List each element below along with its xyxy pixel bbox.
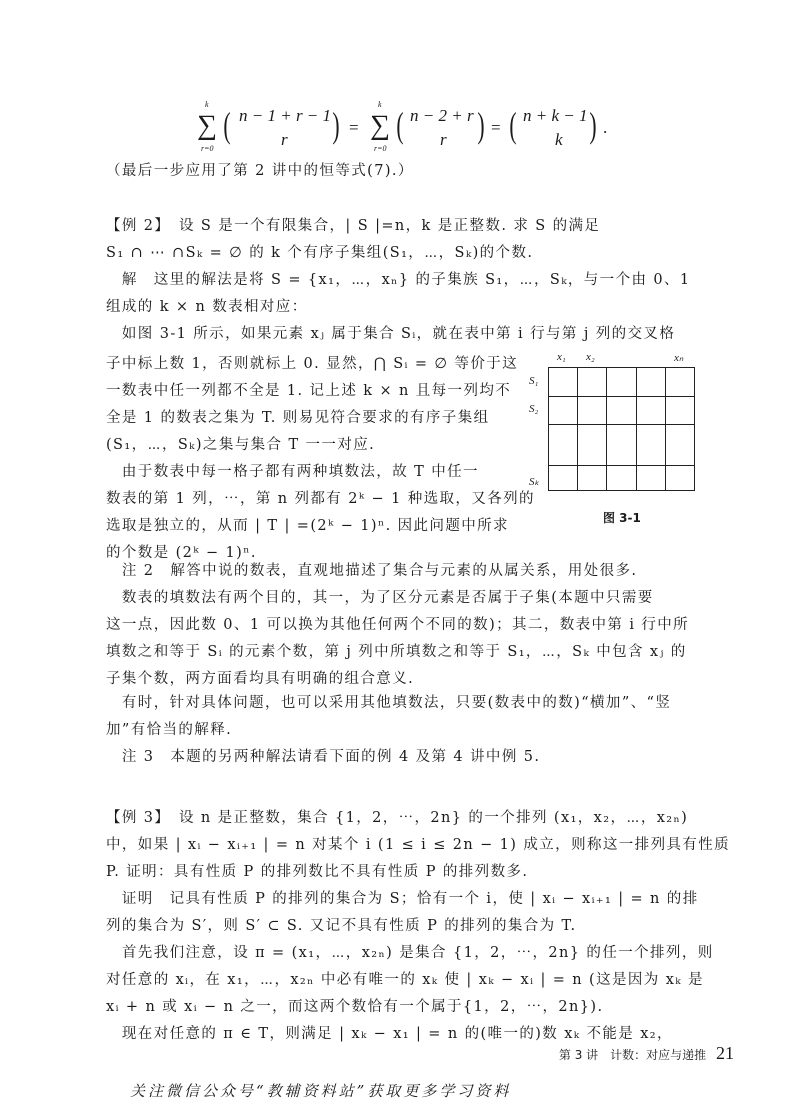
lower-limit-1: r=0: [201, 144, 214, 153]
grid-line: [549, 424, 694, 425]
equals-2: =: [491, 118, 501, 137]
right-paren: ): [332, 105, 340, 145]
upper-limit-1: k: [205, 100, 209, 109]
example-2-heading: 【例 2】 设 S 是一个有限集合，| S |=n，k 是正整数. 求 S 的满足: [106, 218, 601, 234]
term2-bottom: r: [440, 130, 447, 149]
text-line: 填数之和等于 Sᵢ 的元素个数，第 j 列中所填数之和等于 S₁，⋯，Sₖ 中包含 xⱼ 的: [106, 644, 687, 660]
term3-bottom: k: [555, 130, 563, 149]
left-paren: (: [396, 105, 404, 145]
period: .: [603, 118, 608, 137]
text-line: 全是 1 的数表之集为 T. 则易见符合要求的有序子集组: [106, 410, 490, 426]
text-line: 的个数是 (2ᵏ − 1)ⁿ.: [106, 545, 257, 561]
solution-line: 解 这里的解法是将 S = {x₁，⋯，xₙ} 的子集族 S₁，⋯，Sₖ，与一个由 0、1: [106, 272, 691, 288]
text-line: 首先我们注意，设 π = (x₁，⋯，x₂ₙ) 是集合 {1，2，⋯，2n} 的任一个排列，则: [106, 945, 714, 961]
text-line: 选取是独立的，从而 | T | =(2ᵏ − 1)ⁿ. 因此问题中所求: [106, 518, 509, 534]
term3-top: n + k − 1: [523, 106, 588, 125]
text-line: xᵢ + n 或 xᵢ − n 之一，而这两个数恰有一个属于{1，2，⋯，2n}).: [106, 999, 604, 1015]
note-2-line: 注 2 解答中说的数表，直观地描述了集合与元素的从属关系，用处很多.: [106, 563, 638, 579]
row-label-sk: Sₖ: [529, 476, 540, 488]
upper-limit-2: k: [378, 100, 382, 109]
note-3-line: 注 3 本题的另两种解法请看下面的例 4 及第 4 讲中例 5.: [106, 749, 541, 765]
right-paren: ): [477, 105, 485, 145]
left-paren: (: [223, 105, 231, 145]
page-footer: [559, 1043, 734, 1064]
matrix-grid: [548, 367, 695, 491]
watermark-text: 关注微信公众号“教辅资料站”获取更多学习资料: [130, 1082, 512, 1100]
term2-top: n − 2 + r: [410, 106, 474, 125]
right-paren: ): [589, 105, 597, 145]
equals-1: =: [349, 118, 359, 137]
example-3-heading: 【例 3】 设 n 是正整数，集合 {1，2，⋯，2n} 的一个排列 (x₁，x₂，⋯，x₂ₙ): [106, 810, 689, 826]
text-line: 加”有恰当的解释.: [106, 722, 233, 738]
col-label-xn: xₙ: [674, 352, 684, 364]
figure-3-1: [529, 345, 700, 535]
grid-line: [665, 368, 666, 490]
chapter-title: 第 3 讲 计数：对应与递推: [558, 1048, 707, 1062]
grid-line: [606, 368, 607, 490]
text-line: 列的集合为 S′，则 S′ ⊂ S. 又记不具有性质 P 的排列的集合为 T.: [106, 918, 577, 934]
text-line: （最后一步应用了第 2 讲中的恒等式(7).）: [106, 163, 414, 179]
term1-bottom: r: [281, 130, 288, 149]
grid-line: [636, 368, 637, 490]
grid-line: [549, 465, 694, 466]
row-label-s1: S₁: [529, 375, 539, 387]
text-line: 组成的 k × n 数表相对应：: [106, 299, 308, 315]
proof-line: 证明 记具有性质 P 的排列的集合为 S；恰有一个 i，使 | xᵢ − xᵢ₊₁ | = n 的排: [106, 891, 699, 907]
col-label-x1: x₁: [557, 351, 566, 363]
text-line: 有时，针对具体问题，也可以采用其他填数法，只要(数表中的数)“横加”、“竖: [106, 695, 672, 711]
left-paren: (: [509, 105, 517, 145]
text-line: 中，如果 | xᵢ − xᵢ₊₁ | = n 对某个 i (1 ≤ i ≤ 2n − 1) 成立，则称这一排列具有性质: [106, 837, 731, 853]
text-line: 对任意的 xᵢ，在 x₁，⋯，x₂ₙ 中必有唯一的 xₖ 使 | xₖ − xᵢ | = n (这是因为 xₖ 是: [106, 972, 704, 988]
text-line: 子集个数，两方面看均具有明确的组合意义.: [106, 671, 415, 687]
sum-symbol-2: ∑: [370, 110, 390, 141]
text-line: 如图 3-1 所示，如果元素 xⱼ 属于集合 Sᵢ，就在表中第 i 行与第 j 列的交叉格: [106, 326, 676, 342]
summation-formula: [195, 100, 615, 158]
text-line: S₁ ∩ ⋯ ∩Sₖ = ∅ 的 k 个有序子集组(S₁，⋯，Sₖ)的个数.: [106, 245, 534, 261]
text-line: 数表的填数法有两个目的，其一，为了区分元素是否属于子集(本题中只需要: [106, 590, 654, 606]
text-line: 现在对任意的 π ∈ T，则满足 | xₖ − x₁ | = n 的(唯一的)数 xₖ 不能是 x₂，: [106, 1026, 673, 1042]
text-line: 数表的第 1 列，⋯，第 n 列都有 2ᵏ − 1 种选取，又各列的: [106, 491, 535, 507]
grid-line: [577, 368, 578, 490]
text-line: 子中标上数 1，否则就标上 0. 显然，⋂ Sᵢ = ∅ 等价于这: [106, 356, 519, 372]
term1-top: n − 1 + r − 1: [239, 106, 332, 125]
text-line: 一数表中任一列都不全是 1. 记上述 k × n 且每一列均不: [106, 383, 512, 399]
text-line: 由于数表中每一格子都有两种填数法，故 T 中任一: [106, 464, 479, 480]
row-label-s2: S₂: [529, 403, 539, 415]
col-label-x2: x₂: [586, 351, 595, 363]
page-number: 21: [716, 1043, 734, 1063]
text-line: (S₁，⋯，Sₖ)之集与集合 T 一一对应.: [106, 437, 376, 453]
figure-caption: 图 3-1: [603, 511, 641, 525]
grid-line: [549, 396, 694, 397]
text-line: P. 证明：具有性质 P 的排列数比不具有性质 P 的排列数多.: [106, 864, 529, 880]
sum-symbol-1: ∑: [197, 110, 217, 141]
lower-limit-2: r=0: [374, 144, 387, 153]
text-line: 这一点，因此数 0、1 可以换为其他任何两个不同的数)；其二，数表中第 i 行中所: [106, 617, 690, 633]
